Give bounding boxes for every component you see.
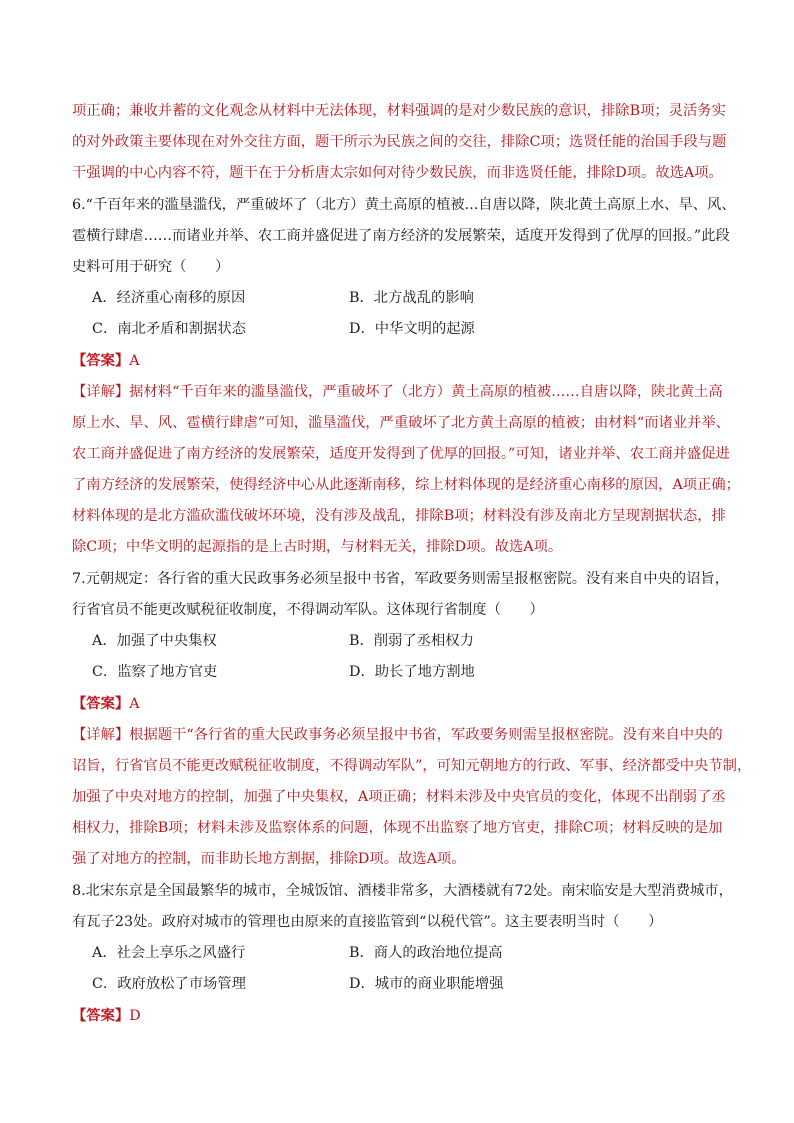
q6-option-b: B．北方战乱的影响 [349, 290, 474, 306]
answer-label: 【答案】 [72, 696, 130, 712]
q7-option-d: D．助长了地方割地 [349, 664, 475, 680]
q6-explanation: 农工商并盛促进了南方经济的发展繁荣，适度开发得到了优厚的回报。”可知，诸业并举、农工商并盛促进 [72, 446, 730, 462]
q8-option-d: D．城市的商业职能增强 [349, 976, 504, 992]
explanation-line: 项正确；兼收并蓄的文化观念从材料中无法体现，材料强调的是对少数民族的意识，排除B项；灵活务实 [72, 103, 726, 119]
question-7-stem: 7.元朝规定：各行省的重大民政事务必须呈报中书省，军政要务则需呈报枢密院。没有来自中央的诏旨， [72, 571, 729, 587]
q7-explanation: 强了对地方的控制，而非助长地方割据，排除D项。故选A项。 [72, 851, 466, 867]
q8-option-b: B．商人的政治地位提高 [349, 945, 503, 961]
q7-explanation: 诏旨，行省官员不能更改赋税征收制度，不得调动军队”，可知元朝地方的行政、军事、经济都受中央节制， [72, 758, 752, 774]
answer-value: D [129, 1008, 141, 1024]
q8-answer [72, 1006, 141, 1026]
q7-explanation: 【详解】根据题干“各行省的重大民政事务必须呈报中书省，军政要务则需呈报枢密院。没有来自中央的 [72, 727, 723, 743]
q7-option-b: B．削弱了丞相权力 [349, 633, 474, 649]
q6-explanation: 【详解】据材料“千百年来的滥垦滥伐，严重破坏了（北方）黄土高原的植被……自唐以降，陕北黄土高 [72, 384, 723, 400]
q7-option-a: A．加强了中央集权 [92, 633, 217, 649]
explanation-line: 的对外政策主要体现在对外交往方面，题干所示为民族之间的交往，排除C项；选贤任能的治国手段与题 [72, 134, 727, 150]
question-6-stem: 雹横行肆虐……而诸业并举、农工商并盛促进了南方经济的发展繁荣，适度开发得到了优厚的回报。”此段 [72, 228, 730, 244]
answer-value: A [129, 696, 140, 712]
q6-explanation: 了南方经济的发展繁荣，使得经济中心从此逐渐南移，综上材料体现的是经济重心南移的原因，A项正确； [72, 477, 740, 493]
question-6-stem: 6.“千百年来的滥垦滥伐，严重破坏了（北方）黄土高原的植被...自唐以降，陕北黄土高原上水、旱、风、 [72, 197, 736, 213]
question-7-stem: 行省官员不能更改赋税征收制度，不得调动军队。这体现行省制度（ ） [72, 602, 544, 618]
explanation-line: 干强调的中心内容不符，题干在于分析唐太宗如何对待少数民族，而非选贤任能，排除D项。故选A项。 [72, 165, 723, 181]
q6-option-a: A．经济重心南移的原因 [92, 290, 246, 306]
q6-explanation: 原上水、旱、风、雹横行肆虐”可知，滥垦滥伐，严重破坏了北方黄土高原的植被；由材料“而诸业并举、 [72, 415, 730, 431]
question-8-stem: 有瓦子23处。政府对城市的管理也由原来的直接监管到“以税代管”。这主要表明当时（ ） [72, 914, 663, 930]
answer-value: A [129, 353, 140, 369]
question-8-stem: 8.北宋东京是全国最繁华的城市，全城饭馆、酒楼非常多，大酒楼就有72处。南宋临安是大型消费城市， [72, 883, 733, 899]
q7-explanation: 加强了中央对地方的控制，加强了中央集权，A项正确；材料未涉及中央官员的变化，体现不出削弱了丞 [72, 789, 726, 805]
q6-option-d: D．中华文明的起源 [349, 321, 475, 337]
q7-option-c: C．监察了地方官吏 [92, 664, 218, 680]
q6-option-c: C．南北矛盾和割据状态 [92, 321, 246, 337]
q7-explanation: 相权力，排除B项；材料未涉及监察体系的问题，体现不出监察了地方官吏，排除C项；材料反映的是加 [72, 820, 723, 836]
q7-answer [72, 694, 140, 714]
answer-label: 【答案】 [72, 353, 130, 369]
q6-explanation: 材料体现的是北方滥砍滥伐破坏环境，没有涉及战乱，排除B项；材料没有涉及南北方呈现割据状态，排 [72, 508, 726, 524]
question-6-stem: 史料可用于研究（ ） [72, 259, 230, 275]
q8-option-a: A．社会上享乐之风盛行 [92, 945, 246, 961]
q6-explanation: 除C项；中华文明的起源指的是上古时期，与材料无关，排除D项。故选A项。 [72, 539, 563, 555]
q8-option-c: C．政府放松了市场管理 [92, 976, 246, 992]
q6-answer [72, 351, 140, 371]
answer-label: 【答案】 [72, 1008, 130, 1024]
